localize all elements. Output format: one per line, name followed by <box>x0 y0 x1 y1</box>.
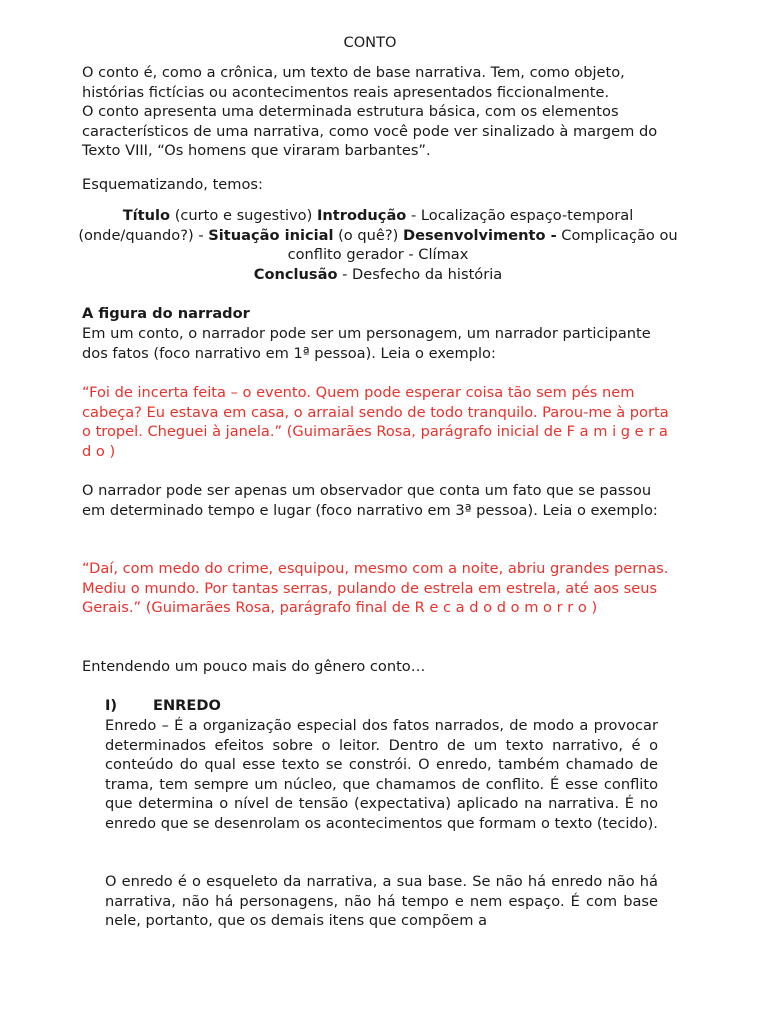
schema-situacao-label: Situação inicial <box>208 226 334 244</box>
schema-situacao-text: (o quê?) <box>333 226 403 244</box>
schema-titulo-text: (curto e sugestivo) <box>170 207 317 224</box>
page-title: CONTO <box>343 34 397 51</box>
narrador-heading: A figura do narrador <box>82 305 250 322</box>
quote-famigerado: “Foi de incerta feita – o evento. Quem pode esperar coisa tão sem pés nem cabeça? Eu estava em casa, o arraial sendo de todo tranquilo. Parou-me à porta o tropel. Cheguei à janela.” (Guimarães Rosa, parágrafo inicial de F a m i g e r a d o ) <box>82 384 669 460</box>
intro-paragraph <box>82 63 672 161</box>
section-title: ENREDO <box>153 697 221 714</box>
narrador-paragraph-3: Entendendo um pouco mais do gênero conto… <box>82 658 426 675</box>
narrador-paragraph-2: O narrador pode ser apenas um observador que conta um fato que se passou em determinado tempo e lugar (foco narrativo em 3ª pessoa). Leia o exemplo: <box>82 482 658 519</box>
enredo-paragraph-1: Enredo – É a organização especial dos fatos narrados, de modo a provocar determinados efeitos sobre o leitor. Dentro de um texto narrativo, é o conteúdo do qual esse texto se constrói. O enredo, também chamado de trama, tem sempre um núcleo, que chamamos de conflito. É esse conflito que determina o nível de tensão (expectativa) aplicado na narrativa. É no enredo que se desenrolam os acontecimentos que formam o texto (tecido). <box>105 717 658 832</box>
narrador-paragraph-1: Em um conto, o narrador pode ser um personagem, um narrador participante dos fatos (foco narrativo em 1ª pessoa). Leia o exemplo: <box>82 325 651 362</box>
enredo-paragraph-2: O enredo é o esqueleto da narrativa, a sua base. Se não há enredo não há narrativa, não há personagens, não há tempo e nem espaço. É com base nele, portanto, que os demais itens que compõem a <box>105 873 658 930</box>
schema-conclusao-label: Conclusão <box>253 265 338 283</box>
schema-lead: Esquematizando, temos: <box>82 176 263 193</box>
schema-desenvolvimento-text: Complicação ou conflito gerador - Clímax <box>287 226 678 264</box>
intro-line-1: O conto é, como a crônica, um texto de base narrativa. Tem, como objeto, histórias fictícias ou acontecimentos reais apresentados ficcionalmente. <box>82 64 625 101</box>
schema-outline <box>68 206 688 284</box>
schema-conclusao-text: - Desfecho da história <box>337 265 503 283</box>
schema-introducao-text: - Localização espaço-temporal (onde/quando?) - <box>78 207 634 244</box>
schema-introducao-label: Introdução <box>316 207 407 224</box>
section-enredo-heading <box>105 696 221 716</box>
schema-titulo-label: Título <box>122 207 171 224</box>
schema-desenvolvimento-label: Desenvolvimento - <box>402 226 557 244</box>
intro-line-2: O conto apresenta uma determinada estrutura básica, com os elementos característicos de uma narrativa, como você pode ver sinalizado à margem do Texto VIII, “Os homens que viraram barbantes”. <box>82 103 658 160</box>
section-number: I) <box>105 697 118 714</box>
quote-recado-do-morro: “Daí, com medo do crime, esquipou, mesmo com a noite, abriu grandes pernas. Mediu o mundo. Por tantas serras, pulando de estrela em estrela, até aos seus Gerais.” (Guimarães Rosa, parágrafo final de R e c a d o d o m o r r o ) <box>82 560 669 617</box>
